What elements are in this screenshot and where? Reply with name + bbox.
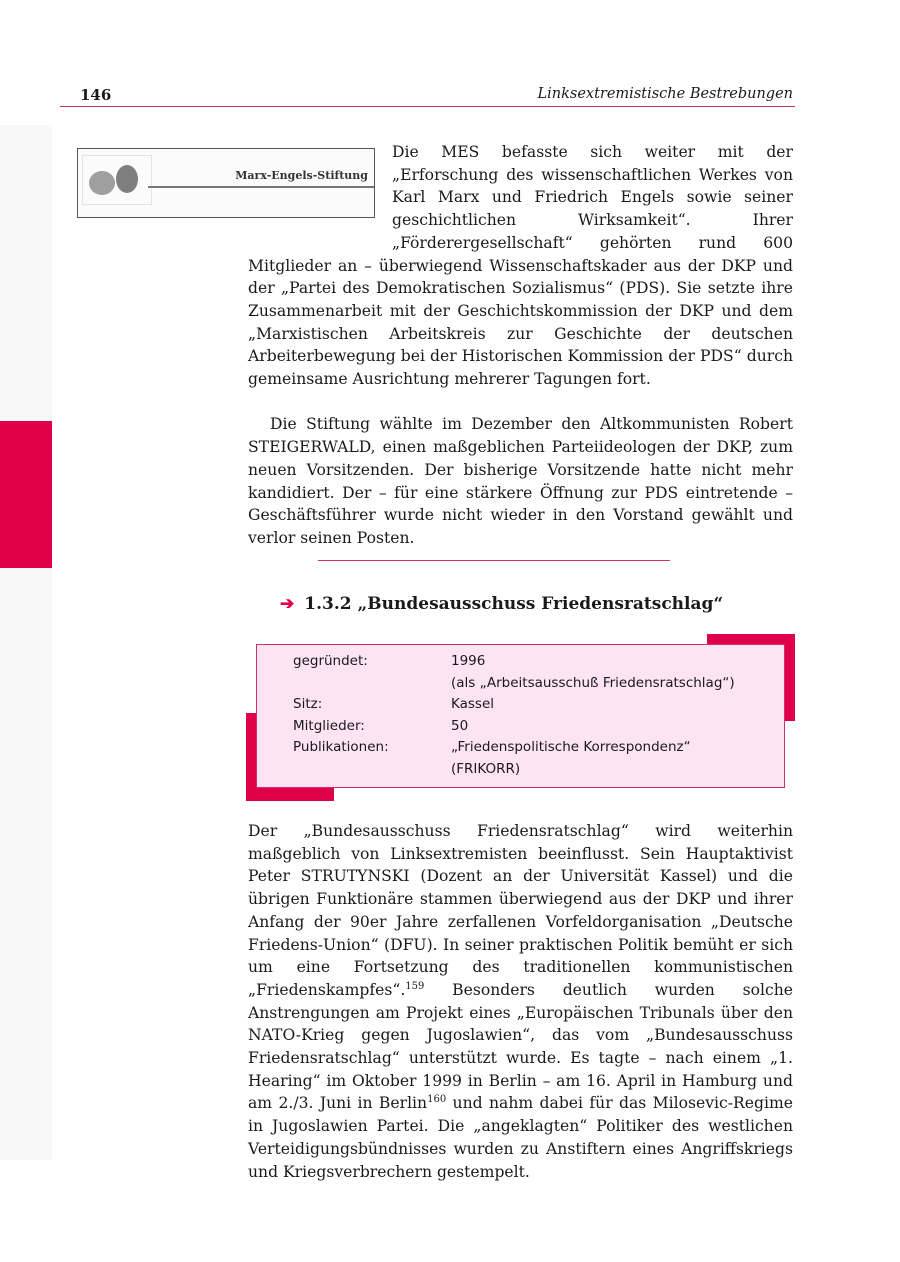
- chapter-tab-marker: [0, 421, 52, 568]
- paragraph: Die Stiftung wählte im Dezember den Altkommunisten Robert STEIGERWALD, einen maßgeblichen Parteiideologen der DKP, zum neuen Vorsitzenden. Der bisherige Vorsitzende hatte nicht mehr kandidiert. Der – für eine stärkere Öffnung zur PDS eintretende – Geschäftsführer wurde nicht wieder in den Vorstand gewählt und verlor seinen Posten.: [248, 415, 793, 547]
- paragraph: Der „Bundesausschuss Friedensratschlag“ wird weiterhin maßgeblich von Linksextremisten beeinflusst. Sein Hauptaktivist Peter STRUTYNSKI (Dozent an der Universität Kassel) und die übrigen Funktionäre stammen überwiegend aus der DKP und ihrer Anfang der 90er Jahre zerfallenen Vorfeldorganisation „Deutsche Friedens-Union“ (DFU). In seiner praktischen Politik bemüht er sich um eine Fortsetzung des traditionellen kommunistischen „Friedenskampfes“.$^{159}$ Besonders deutlich wurden solche Anstrengungen am Projekt eines „Europäischen Tribunals über den NATO-Krieg gegen Jugoslawien“, das vom „Bundesausschuss Friedensratschlag“ unterstützt wurde. Es tagte – nach einem „1. Hearing“ im Oktober 1999 in Berlin – am 16. April in Hamburg und am 2./3. Juni in Berlin$^{160}$ und nahm dabei für das Milosevic-Regime in Jugoslawien Partei. Die „angeklagten“ Politiker des westlichen Verteidigungsbündnisses wurden zu Anstiftern eines Angriffskriegs und Kriegsverbrechern gestempelt.: [248, 822, 793, 1181]
- paragraph: Die MES befasste sich weiter mit der „Erforschung des wissenschaftlichen Werkes von Karl Marx und Friedrich Engels sowie seiner geschichtlichen Wirksamkeit“. Ihrer „Förderergesellschaft“ gehörten rund 600 Mitglieder an – überwiegend Wissenschaftskader aus der DKP und der „Partei des Demokratischen Sozialismus“ (PDS). Sie setzte ihre Zusammenarbeit mit der Geschichtskommission der DKP und dem „Marxistischen Arbeitskreis zur Geschichte der deutschen Arbeiterbewegung bei der Historischen Kommission der PDS“ durch gemeinsame Ausrichtung mehrerer Tagungen fort.: [248, 143, 793, 389]
- section-heading: [280, 594, 723, 614]
- fact-row: Sitz: Kassel: [293, 696, 495, 713]
- section-number: 1.3.2: [304, 594, 352, 614]
- fact-row: Mitglieder: 50: [293, 717, 469, 734]
- fact-row: (als „Arbeitsausschuß Friedensratschlag“): [451, 674, 735, 691]
- body-text-top: [248, 141, 793, 550]
- section-divider: [318, 560, 670, 561]
- arrow-right-icon: ➔: [280, 594, 295, 614]
- body-text-bottom: [248, 820, 793, 1183]
- logo-text: Marx-Engels-Stiftung: [235, 169, 368, 182]
- fact-row: gegründet: 1996: [293, 653, 486, 669]
- fact-row: (FRIKORR): [451, 760, 521, 777]
- running-title: Linksextremistische Bestrebungen: [537, 86, 793, 102]
- footnote-ref[interactable]: 159: [405, 980, 425, 992]
- header-rule: [60, 106, 795, 107]
- fact-row: Publikationen: „Friedenspolitische Korrespondenz“: [293, 739, 691, 756]
- footnote-ref[interactable]: 160: [427, 1094, 447, 1106]
- page-margin: [0, 125, 52, 1160]
- fact-box: [256, 644, 785, 788]
- page-number: 146: [80, 86, 112, 104]
- portrait-image-icon: [82, 155, 152, 205]
- section-title: „Bundesausschuss Friedensratschlag“: [357, 594, 724, 614]
